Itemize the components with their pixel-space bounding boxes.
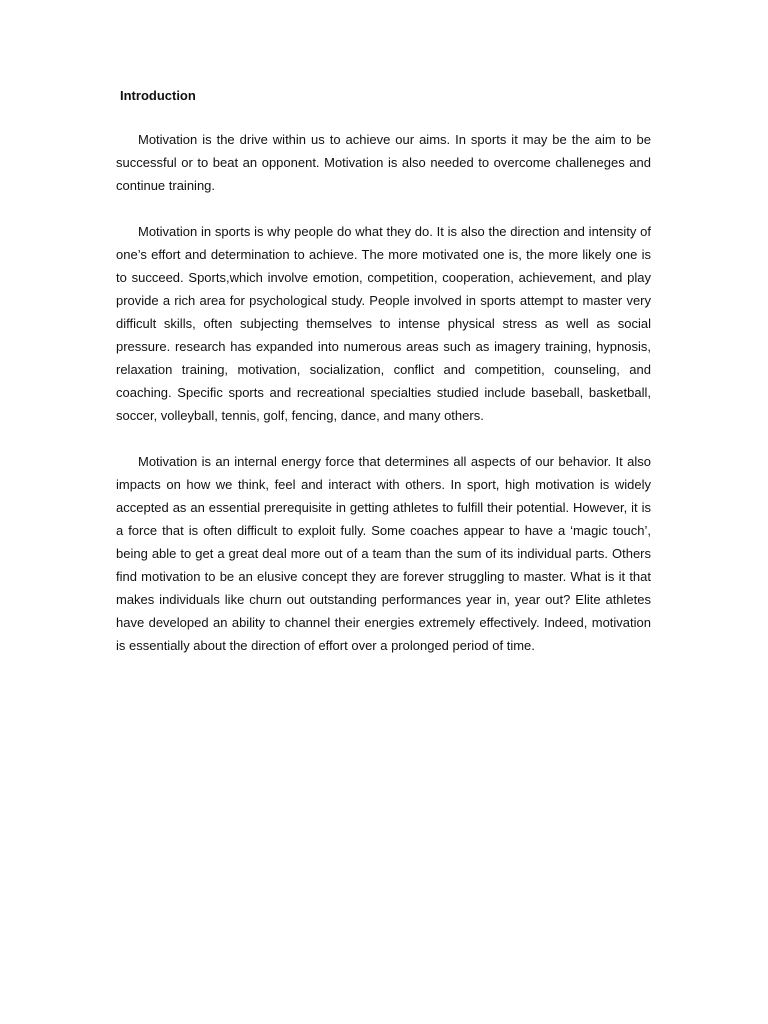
paragraph-2: Motivation in sports is why people do what they do. It is also the direction and intensity of one’s effort and determination to achieve. The more motivated one is, the more likely one is to succeed. Sports,which involve emotion, competition, cooperation, achievement, and play provide a rich area for psychological study. People involved in sports attempt to master very difficult skills, often subjecting themselves to intense physical stress as well as social pressure. research has expanded into numerous areas such as imagery training, hypnosis, relaxation training, motivation, socialization, conflict and competition, counseling, and coaching. Specific sports and recreational specialties studied include baseball, basketball, soccer, volleyball, tennis, golf, fencing, dance, and many others. <box>116 224 651 423</box>
section-heading: Introduction <box>120 88 196 103</box>
paragraph-1: Motivation is the drive within us to achieve our aims. In sports it may be the aim to be successful or to beat an opponent. Motivation is also needed to overcome challeneges and continue training. <box>116 132 651 193</box>
paragraph-3: Motivation is an internal energy force that determines all aspects of our behavior. It also impacts on how we think, feel and interact with others. In sport, high motivation is widely accepted as an essential prerequisite in getting athletes to fulfill their potential. However, it is a force that is often difficult to exploit fully. Some coaches appear to have a ‘magic touch’, being able to get a great deal more out of a team than the sum of its individual parts. Others find motivation to be an elusive concept they are forever struggling to master. What is it that makes individuals like churn out outstanding performances year in, year out? Elite athletes have developed an ability to channel their energies extremely effectively. Indeed, motivation is essentially about the direction of effort over a prolonged period of time. <box>116 454 651 653</box>
document-body <box>116 86 651 657</box>
